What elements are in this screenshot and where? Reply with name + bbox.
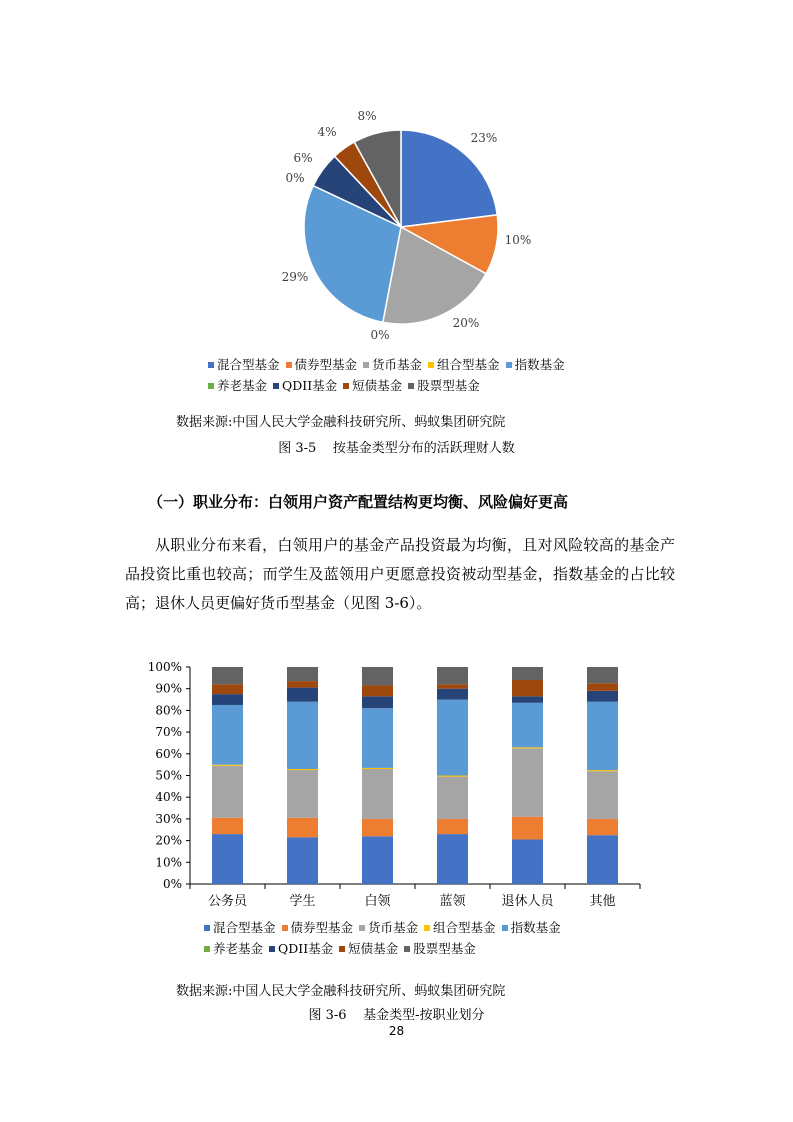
- bar-segment: [212, 684, 243, 694]
- legend-swatch-icon: [506, 362, 512, 368]
- bar-segment: [287, 818, 318, 838]
- bar-legend-row: [204, 938, 567, 959]
- bar-legend-item: [339, 938, 398, 959]
- bar-segment: [287, 769, 318, 770]
- pie-legend-item: [408, 375, 480, 396]
- y-tick-label: 70%: [155, 725, 182, 740]
- pie-legend-item: [208, 375, 267, 396]
- bar-segment: [437, 700, 468, 776]
- pie-legend-item: [506, 354, 565, 375]
- bar-segment: [212, 667, 243, 684]
- x-category-label: 公务员: [207, 894, 248, 909]
- pie-legend-item: [363, 354, 422, 375]
- section-heading: （一）职业分布：白领用户资产配置结构更均衡、风险偏好更高: [148, 493, 569, 511]
- bar-segment: [287, 837, 318, 884]
- y-tick-label: 40%: [155, 790, 182, 805]
- y-tick-label: 90%: [155, 681, 182, 696]
- legend-swatch-icon: [428, 362, 434, 368]
- bar-segment: [362, 836, 393, 884]
- y-tick-label: 80%: [155, 703, 182, 718]
- x-category-label: 蓝领: [439, 894, 466, 909]
- bar-segment: [362, 708, 393, 768]
- legend-swatch-icon: [363, 362, 369, 368]
- figure2-caption: 图 3-6 基金类型-按职业划分: [308, 1008, 485, 1023]
- bar-legend-item: [424, 917, 496, 938]
- bar-segment: [587, 691, 618, 702]
- pie-legend-item: [273, 375, 337, 396]
- legend-label: 短债基金: [348, 941, 399, 956]
- bar-legend-row: [204, 917, 567, 938]
- bar-segment: [287, 681, 318, 688]
- bar-segment: [587, 770, 618, 771]
- bar-legend: [204, 917, 567, 959]
- legend-label: 货币基金: [368, 920, 419, 935]
- pie-legend-item: [286, 354, 358, 375]
- pie-legend-item: [428, 354, 500, 375]
- bar-segment: [362, 685, 393, 696]
- page-number: 28: [388, 1024, 405, 1038]
- pie-data-label: 0%: [370, 328, 390, 342]
- legend-label: 养老基金: [213, 941, 264, 956]
- bar-segment: [437, 667, 468, 684]
- bar-segment: [362, 667, 393, 685]
- legend-swatch-icon: [208, 362, 214, 368]
- legend-label: 指数基金: [514, 357, 565, 372]
- bar-segment: [512, 703, 543, 747]
- legend-swatch-icon: [204, 946, 210, 952]
- y-tick-label: 20%: [155, 833, 182, 848]
- bar-segment: [212, 834, 243, 884]
- bar-segment: [587, 835, 618, 884]
- bar-legend-item: [269, 938, 333, 959]
- bar-segment: [287, 667, 318, 681]
- legend-swatch-icon: [404, 946, 410, 952]
- bar-segment: [212, 818, 243, 834]
- y-tick-label: 30%: [155, 811, 182, 826]
- bar-legend-item: [404, 938, 476, 959]
- legend-swatch-icon: [343, 383, 349, 389]
- bar-segment: [587, 819, 618, 835]
- bar-segment: [437, 819, 468, 834]
- legend-label: QDII基金: [282, 378, 338, 393]
- y-tick-label: 60%: [155, 746, 182, 761]
- bar-segment: [362, 769, 393, 819]
- legend-label: 短债基金: [352, 378, 403, 393]
- legend-label: 组合型基金: [433, 920, 496, 935]
- figure1-caption: 图 3-5 按基金类型分布的活跃理财人数: [278, 441, 515, 456]
- legend-label: 混合型基金: [217, 357, 280, 372]
- y-tick-label: 100%: [147, 660, 182, 674]
- bar-segment: [587, 702, 618, 770]
- bar-legend-item: [359, 917, 418, 938]
- bar-segment: [287, 702, 318, 769]
- pie-data-label: 29%: [281, 270, 309, 284]
- pie-data-label: 4%: [317, 125, 337, 139]
- legend-swatch-icon: [339, 946, 345, 952]
- legend-swatch-icon: [424, 925, 430, 931]
- legend-label: 债券型基金: [290, 920, 354, 935]
- legend-label: 养老基金: [217, 378, 268, 393]
- pie-legend-row: [208, 354, 571, 375]
- bar-segment: [512, 747, 543, 748]
- bar-segment: [437, 834, 468, 884]
- pie-data-label: 10%: [504, 233, 532, 247]
- legend-label: 股票型基金: [413, 941, 476, 956]
- x-category-label: 退休人员: [501, 894, 554, 909]
- section-paragraph: 从职业分布来看，白领用户的基金产品投资最为均衡，且对风险较高的基金产品投资比重也较高；而学生及蓝领用户更愿意投资被动型基金，指数基金的占比较高；退休人员更偏好货币型基金（见图 3-6）。: [125, 536, 675, 612]
- stacked-bar-chart: [0, 650, 793, 915]
- bar-segment: [362, 768, 393, 769]
- pie-data-label: 0%: [285, 171, 305, 185]
- figure2-source: 数据来源:中国人民大学金融科技研究所、蚂蚁集团研究院: [176, 984, 506, 999]
- bar-segment: [587, 667, 618, 683]
- legend-swatch-icon: [359, 925, 365, 931]
- legend-swatch-icon: [204, 925, 210, 931]
- legend-label: 组合型基金: [437, 357, 500, 372]
- bar-legend-item: [502, 917, 561, 938]
- bar-segment: [587, 771, 618, 819]
- legend-label: 混合型基金: [213, 920, 276, 935]
- bar-segment: [512, 840, 543, 884]
- legend-label: QDII基金: [278, 941, 334, 956]
- legend-swatch-icon: [502, 925, 508, 931]
- bar-segment: [212, 705, 243, 765]
- legend-swatch-icon: [408, 383, 414, 389]
- legend-swatch-icon: [282, 925, 288, 931]
- legend-swatch-icon: [286, 362, 292, 368]
- bar-legend-item: [282, 917, 354, 938]
- bar-segment: [212, 694, 243, 705]
- y-tick-label: 10%: [155, 855, 182, 870]
- pie-legend-item: [208, 354, 280, 375]
- legend-label: 指数基金: [510, 920, 561, 935]
- bar-segment: [212, 766, 243, 818]
- x-category-label: 其他: [589, 894, 616, 909]
- legend-swatch-icon: [269, 946, 275, 952]
- bar-segment: [362, 819, 393, 836]
- bar-segment: [512, 680, 543, 696]
- bar-segment: [437, 777, 468, 819]
- pie-legend: [208, 354, 571, 396]
- pie-data-label: 20%: [452, 316, 480, 330]
- legend-swatch-icon: [273, 383, 279, 389]
- bar-segment: [362, 696, 393, 708]
- bar-segment: [587, 683, 618, 691]
- pie-chart: [0, 0, 793, 360]
- y-tick-label: 50%: [155, 768, 182, 783]
- y-tick-label: 0%: [162, 877, 182, 891]
- bar-legend-item: [204, 938, 263, 959]
- bar-legend-item: [204, 917, 276, 938]
- x-category-label: 学生: [289, 894, 316, 909]
- pie-legend-item: [343, 375, 402, 396]
- bar-segment: [287, 688, 318, 702]
- bar-segment: [212, 765, 243, 766]
- bar-segment: [437, 689, 468, 700]
- legend-label: 货币基金: [372, 357, 423, 372]
- pie-data-label: 8%: [357, 109, 377, 123]
- figure1-source: 数据来源:中国人民大学金融科技研究所、蚂蚁集团研究院: [176, 415, 506, 430]
- pie-data-label: 6%: [293, 151, 313, 165]
- legend-label: 债券型基金: [294, 357, 358, 372]
- bar-segment: [287, 770, 318, 818]
- legend-swatch-icon: [208, 383, 214, 389]
- bar-segment: [512, 667, 543, 680]
- pie-legend-row: [208, 375, 571, 396]
- bar-segment: [512, 696, 543, 703]
- bar-segment: [512, 748, 543, 816]
- pie-data-label: 23%: [470, 131, 498, 145]
- bar-segment: [437, 776, 468, 777]
- x-category-label: 白领: [364, 894, 391, 909]
- bar-segment: [437, 684, 468, 688]
- legend-label: 股票型基金: [417, 378, 480, 393]
- bar-segment: [512, 817, 543, 840]
